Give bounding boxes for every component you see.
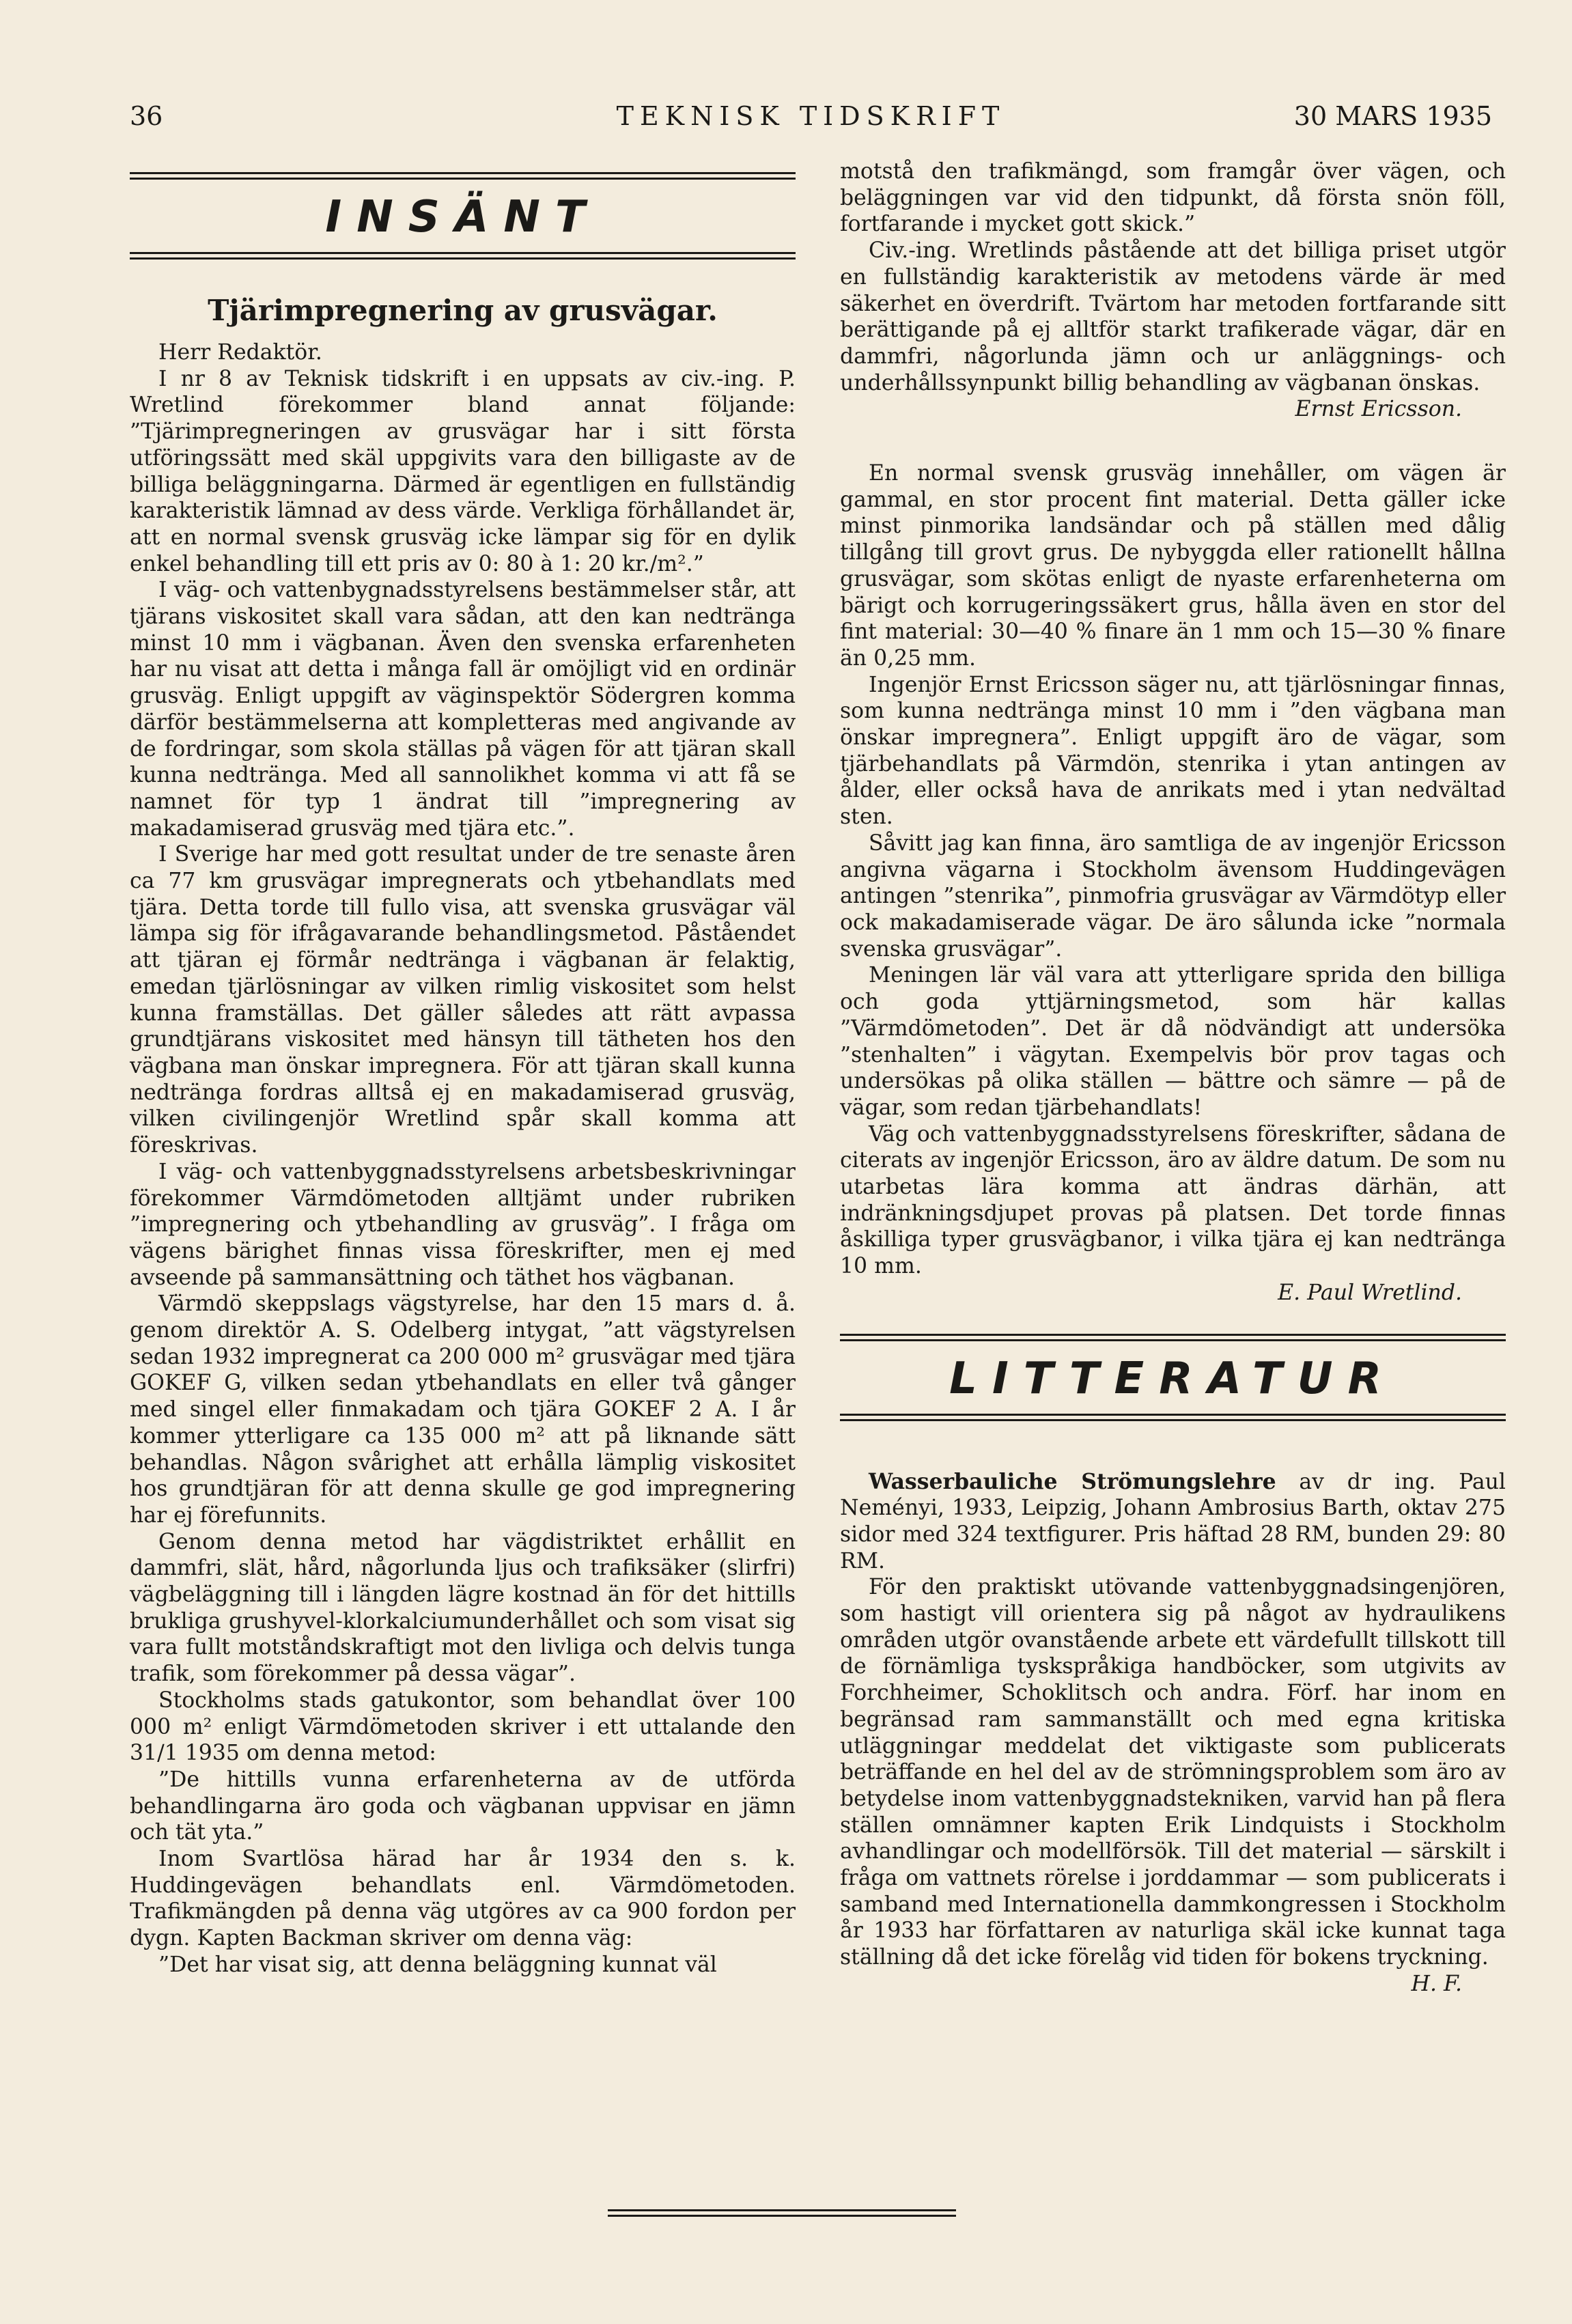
- article-title: Tjärimpregnering av grusvägar.: [208, 294, 718, 327]
- signature-ericsson: Ernst Ericsson.: [1295, 397, 1462, 422]
- reply-paragraph: Väg och vattenbyggnadsstyrelsens föreskrifter, sådana de citerats av ingenjör Ericsson, äro av äldre datum. De som nu utarbetas lära komma att ändras därhän, att indränkningsdjupet provas på platsen. Det torde finnas åskilliga typer grusvägbanor, i vilka tjära ej kan nedtränga 10 mm.: [840, 1121, 1506, 1279]
- article-paragraph: Inom Svartlösa härad har år 1934 den s. k. Huddingevägen behandlats enl. Värmdömetoden. Trafikmängden på denna väg utgöres av ca 900 fordon per dygn. Kapten Backman skriver om denna väg:: [130, 1847, 796, 1951]
- article-paragraph: Genom denna metod har vägdistriktet erhållit en dammfri, slät, hård, någorlunda ljus och trafiksäker (slirfri) vägbeläggning till i längden lägre kostnad än för det hittills brukliga grushyvel-klorkalciumunderhållet och som visat sig vara fullt motståndskraftigt mot den livliga och delvis tunga trafik, som förekommer på dessa vägar”.: [130, 1529, 796, 1687]
- article-paragraph: Stockholms stads gatukontor, som behandlat över 100 000 m² enligt Värmdömetoden skriver i ett uttalande den 31/1 1935 om denna metod:: [130, 1688, 796, 1766]
- book-entry: [840, 1469, 1506, 1575]
- article-paragraph: ”Det har visat sig, att denna beläggning kunnat väl: [158, 1952, 717, 1977]
- section-rule-bottom: [840, 1414, 1506, 1421]
- article-paragraph: Civ.-ing. Wretlinds påstående att det billiga priset utgör en fullständig karakteristik av metodens värde är med säkerhet en överdrift. Tvärtom har metoden fortfarande sitt berättigande på ej alltför starkt trafikerade vägar, där en dammfri, någorlunda jämn och ur anläggnings- och underhållssynpunkt billig behandling av vägbanan önskas.: [840, 238, 1506, 395]
- signature-wretlind: E. Paul Wretlind.: [1278, 1280, 1462, 1305]
- reply-paragraph: Såvitt jag kan finna, äro samtliga de av ingenjör Ericsson angivna vägarna i Stockholm ävensom Huddingevägen antingen ”stenrika”, pinmofria grusvägar av Värmdötyp eller ock makadamiserade vägar. De äro sålunda icke ”normala svenska grusvägar”.: [840, 830, 1506, 962]
- left-column: [130, 172, 796, 1978]
- page-header: [130, 101, 1492, 142]
- article-paragraph: motstå den trafikmängd, som framgår över vägen, och beläggningen var vid den tidpunkt, då första snön föll, fortfarande i mycket gott skick.”: [840, 159, 1506, 237]
- signature-hf: H. F.: [1411, 1971, 1462, 1996]
- article-paragraph: I väg- och vattenbygnadsstyrelsens bestämmelser står, att tjärans viskositet skall vara sådan, att den kan nedtränga minst 10 mm i vägbanan. Även den svenska erfarenheten har nu visat att detta i många fall är omöjligt vid en ordinär grusväg. Enligt uppgift av väginspektör Södergren komma därför bestämmelserna att kompletteras med angivande av de fordringar, som skola ställas på vägen för att tjäran skall kunna nedtränga. Med all sannolikhet komma vi att få se namnet för typ 1 ändrat till ”impregnering av makadamiserad grusväg med tjära etc.”.: [130, 578, 796, 841]
- book-title: Wasserbauliche Strömungslehre: [869, 1468, 1276, 1494]
- article-paragraph: I Sverige har med gott resultat under de tre senaste åren ca 77 km grusvägar impregnerats och ytbehandlats med tjära. Detta torde till fullo visa, att svenska grusvägar väl lämpa sig för ifrågavarande behandlingsmetod. Påståendet att tjäran ej förmår nedtränga i vägbanan är felaktig, emedan tjärlösningar av vilken rimlig viskositet som helst kunna framställas. Det gäller således att rätt avpassa grundtjärans viskositet med hänsyn till tätheten hos den vägbana man önskar impregnera. För att tjäran skall kunna nedtränga fordras alltså ej en makadamiserad grusväg, vilken civilingenjör Wretlind spår skall komma att föreskrivas.: [130, 842, 796, 1158]
- book-info: av dr ing. Paul Neményi, 1933, Leipzig, Johann Ambrosius Barth, oktav 275 sidor med 324 textfigurer. Pris häftad 28 RM, bunden 29: 80 RM.: [840, 1469, 1506, 1573]
- page-number: 36: [130, 101, 163, 131]
- article-paragraph: I väg- och vattenbyggnadsstyrelsens arbetsbeskrivningar förekommer Värmdömetoden alltjämt under rubriken ”impregnering och ytbehandling av grusväg”. I fråga om vägens bärighet finnas vissa föreskrifter, men ej med avseende på sammansättning och täthet hos vägbanan.: [130, 1159, 796, 1290]
- reply-paragraph: Ingenjör Ernst Ericsson säger nu, att tjärlösningar finnas, som kunna nedtränga minst 10 mm i ”den vägbana man önskar impregnera”. Enligt uppgift äro de vägar, som tjärbehandlats på Värmdön, stenrika i ytan antingen av ålder, eller också hava de anrikats med i ytan nedvältad sten.: [840, 672, 1506, 830]
- article-paragraph: I nr 8 av Teknisk tidskrift i en uppsats av civ.-ing. P. Wretlind förekommer bland annat följande: ”Tjärimpregneringen av grusvägar har i sitt första utföringssätt med skäl uppgivits vara den billigaste av de billiga beläggningarna. Därmed är egentligen en fullständig karakteristik lämnad av dess värde. Verkliga förhållandet är, att en normal svensk grusväg icke lämpar sig för en dylik enkel behandling till ett pris av 0: 80 à 1: 20 kr./m².”: [130, 366, 796, 576]
- right-column: [840, 158, 1506, 1998]
- section-title-litteratur: LITTERATUR: [949, 1353, 1396, 1404]
- reply-paragraph: Meningen lär väl vara att ytterligare sprida den billiga och goda yttjärningsmetod, som här kallas ”Värmdömetoden”. Det är då nödvändigt att undersöka ”stenhalten” i vägytan. Exempelvis bör prov tagas och undersökas på olika ställen — bättre och sämre — på de vägar, som redan tjärbehandlats!: [840, 963, 1506, 1120]
- article-paragraph: Värmdö skeppslags vägstyrelse, har den 15 mars d. å. genom direktör A. S. Odelberg intygat, ”att vägstyrelsen sedan 1932 impregnerat ca 200 000 m² grusvägar med tjära GOKEF G, vilken sedan ytbehandlats en eller två gånger med singel eller finmakadam och tjära GOKEF 2 A. I år kommer ytterligare ca 135 000 m² att på liknande sätt behandlas. Någon svårighet att erhålla lämplig viskositet hos grundtjäran för att denna skulle ge god impregnering har ej förefunnits.: [130, 1291, 796, 1528]
- section-rule-bottom: [130, 252, 796, 260]
- reply-paragraph: En normal svensk grusväg innehåller, om vägen är gammal, en stor procent fint material. Detta gäller icke minst pinmorika landsändar och på ställen med dålig tillgång till grovt grus. De nybyggda eller rationellt hållna grusvägar, som skötas enligt de nyaste erfarenheterna om bärigt och korrugeringssäkert grus, hålla även en stor del fint material: 30—40 % finare än 1 mm och 15—30 % finare än 0,25 mm.: [840, 461, 1506, 671]
- bottom-rule: [608, 2209, 956, 2217]
- journal-title: TEKNISK TIDSKRIFT: [616, 101, 1006, 131]
- section-rule-top: [130, 172, 796, 180]
- section-rule-top: [840, 1334, 1506, 1341]
- section-title-insant: INSÄNT: [325, 192, 600, 242]
- article-paragraph: ”De hittills vunna erfarenheterna av de utförda behandlingarna äro goda och vägbanan uppvisar en jämn och tät yta.”: [130, 1767, 796, 1845]
- book-review: För den praktiskt utövande vattenbyggnadsingenjören, som hastigt vill orientera sig på något av hydraulikens områden utgör ovanstående arbete ett värdefullt tillskott till de förnämliga tyskspråkiga handböcker, som utgivits av Forchheimer, Schoklitsch och andra. Förf. har inom en begränsad ram sammanställt och med egna kritiska utläggningar meddelat det viktigaste som publicerats beträffande en hel del av de strömningsproblem som äro av betydelse inom vattenbyggnadstekniken, varvid han på flera ställen omnämner kapten Erik Lindquists i Stockholm avhandlingar och modellförsök. Till det material — särskilt i fråga om vattnets rörelse i jorddammar — som publicerats i samband med Internationella dammkongressen i Stockholm år 1933 har författaren av naturliga skäl icke kunnat taga ställning då det icke förelåg vid tiden för bokens tryckning.: [840, 1575, 1506, 1970]
- issue-date: 30 MARS 1935: [1293, 101, 1492, 131]
- salutation: Herr Redaktör.: [158, 340, 322, 365]
